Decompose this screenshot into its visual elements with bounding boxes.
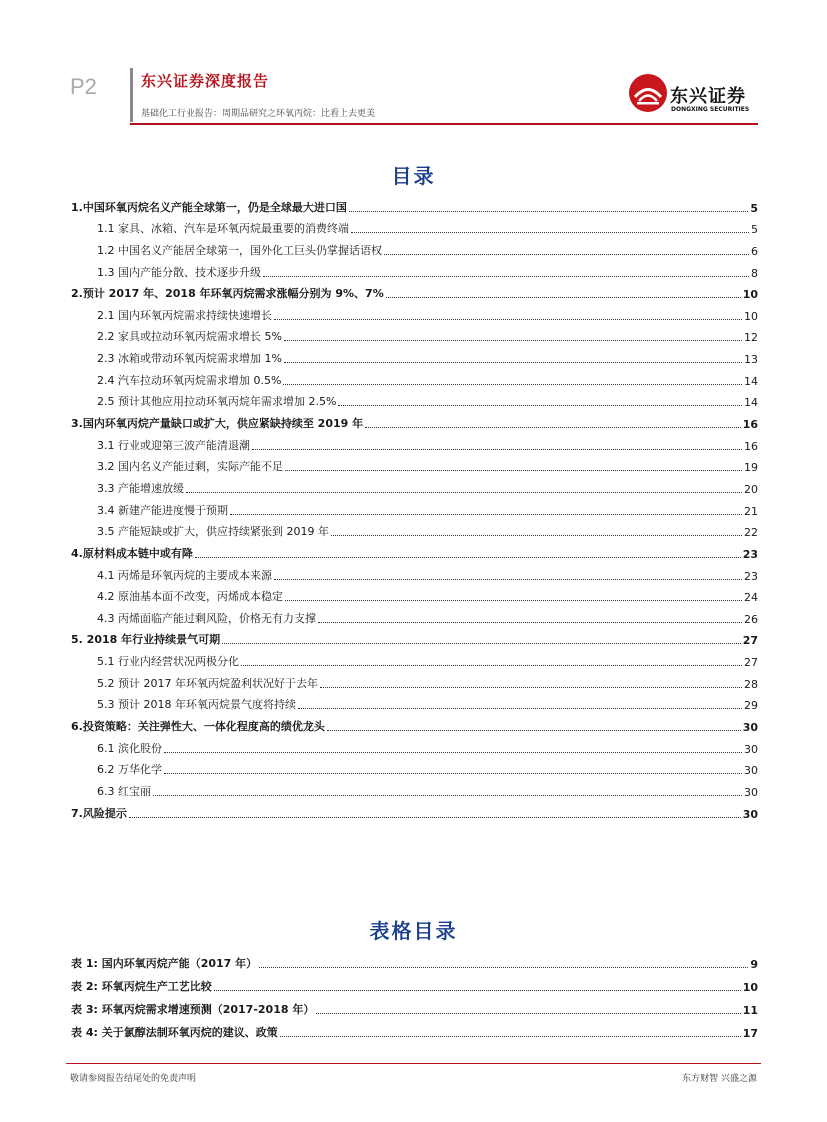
toc-entry-title[interactable]: 2.4 汽车拉动环氧丙烷需求增加 0.5% <box>97 373 282 387</box>
toc-entry-page[interactable]: 23 <box>742 547 758 561</box>
toc-entry-page[interactable]: 6 <box>751 244 758 258</box>
toc-entry-title[interactable]: 2.1 国内环氧丙烷需求持续快速增长 <box>97 308 272 322</box>
toc-entry-title[interactable]: 4.原材料成本链中或有降 <box>71 546 193 560</box>
toc-entry-title[interactable]: 2.预计 2017 年、2018 年环氧丙烷需求涨幅分别为 9%、7% <box>71 287 384 301</box>
toc-entry-page[interactable]: 22 <box>744 526 758 540</box>
tables-entry[interactable] <box>71 1017 758 1040</box>
toc-entry-leader <box>349 211 749 212</box>
toc-entry-page[interactable]: 14 <box>744 396 758 410</box>
toc-entry-page[interactable]: 5 <box>751 223 758 237</box>
toc-entry-page[interactable]: 30 <box>744 764 758 778</box>
tables-entry-title[interactable]: 表 2: 环氧丙烷生产工艺比较 <box>71 980 212 993</box>
toc-entry[interactable] <box>71 323 758 345</box>
tables-entry[interactable] <box>71 948 758 971</box>
toc-entry[interactable] <box>71 215 758 237</box>
toc-entry-leader <box>386 297 741 298</box>
footer-disclaimer: 敬请参阅报告结尾处的免责声明 <box>70 1074 197 1084</box>
toc-entry-page[interactable]: 10 <box>742 288 758 302</box>
toc-entry-title[interactable]: 6.2 万华化学 <box>97 763 162 777</box>
toc-entry-page[interactable]: 10 <box>744 309 758 323</box>
toc-entry[interactable] <box>71 474 758 496</box>
toc-entry-title[interactable]: 5.3 预计 2018 年环氧丙烷景气度将持续 <box>97 698 296 712</box>
toc-entry-page[interactable]: 30 <box>744 742 758 756</box>
toc-entry-title[interactable]: 5. 2018 年行业持续景气可期 <box>71 633 221 647</box>
toc-entry-leader <box>129 817 741 818</box>
toc-entry-title[interactable]: 6.投资策略：关注弹性大、一体化程度高的绩优龙头 <box>71 720 325 734</box>
toc-list <box>71 193 758 821</box>
page-number: P2 <box>70 74 97 99</box>
tables-entry-page[interactable]: 11 <box>742 1004 758 1017</box>
toc-entry-page[interactable]: 5 <box>750 201 758 215</box>
toc-entry[interactable] <box>71 518 758 540</box>
toc-entry[interactable] <box>71 777 758 799</box>
toc-entry-title[interactable]: 4.2 原油基本面不改变，丙烯成本稳定 <box>97 590 283 604</box>
toc-entry-page[interactable]: 12 <box>744 331 758 345</box>
toc-entry[interactable] <box>71 756 758 778</box>
toc-title: 目录 <box>391 164 436 188</box>
footer-rule <box>66 1063 761 1064</box>
tables-entry-title[interactable]: 表 3: 环氧丙烷需求增速预测（2017-2018 年） <box>71 1003 315 1016</box>
header-rule <box>130 123 758 125</box>
toc-entry-page[interactable]: 14 <box>744 374 758 388</box>
toc-entry-leader <box>274 579 742 580</box>
toc-entry-leader <box>285 600 742 601</box>
toc-entry[interactable] <box>71 669 758 691</box>
toc-entry-title[interactable]: 1.2 中国名义产能居全球第一，国外化工巨头仍掌握话语权 <box>97 243 382 257</box>
toc-entry-title[interactable]: 1.1 家具、冰箱、汽车是环氧丙烷最重要的消费终端 <box>97 222 349 236</box>
tables-title: 表格目录 <box>369 919 458 943</box>
toc-entry[interactable] <box>71 561 758 583</box>
toc-entry-leader <box>284 340 742 341</box>
toc-entry-title[interactable]: 4.1 丙烯是环氧丙烷的主要成本来源 <box>97 568 272 582</box>
company-logo <box>628 73 763 119</box>
tables-list <box>71 948 758 1040</box>
toc-entry-page[interactable]: 21 <box>744 504 758 518</box>
toc-entry-title[interactable]: 1.3 国内产能分散、技术逐步升级 <box>97 265 261 279</box>
toc-entry-leader <box>241 665 742 666</box>
toc-entry-leader <box>186 492 742 493</box>
toc-entry[interactable] <box>71 647 758 669</box>
toc-entry-leader <box>285 470 742 471</box>
tables-entry-page[interactable]: 17 <box>742 1027 758 1040</box>
toc-entry[interactable] <box>71 604 758 626</box>
toc-entry[interactable] <box>71 539 758 561</box>
toc-entry-leader <box>351 232 749 233</box>
toc-entry[interactable] <box>71 366 758 388</box>
toc-entry-page[interactable]: 29 <box>744 699 758 713</box>
logo-text-en: DONGXING SECURITIES <box>671 106 750 113</box>
toc-entry[interactable] <box>71 712 758 734</box>
toc-entry-title[interactable]: 6.1 滨化股份 <box>97 741 162 755</box>
toc-entry-title[interactable]: 4.3 丙烯面临产能过剩风险，价格无有力支撑 <box>97 611 316 625</box>
toc-entry-title[interactable]: 2.2 家具或拉动环氧丙烷需求增长 5% <box>97 330 282 344</box>
toc-entry[interactable] <box>71 496 758 518</box>
toc-entry-page[interactable]: 27 <box>742 634 758 648</box>
tables-entry-leader <box>280 1036 741 1037</box>
toc-entry-title[interactable]: 2.5 预计其他应用拉动环氧丙烷年需求增加 2.5% <box>97 395 337 409</box>
toc-entry[interactable] <box>71 280 758 302</box>
toc-entry-leader <box>338 405 742 406</box>
toc-entry-leader <box>164 752 742 753</box>
toc-entry-leader <box>327 730 741 731</box>
toc-entry[interactable] <box>71 691 758 713</box>
footer-slogan: 东方财智 兴盛之源 <box>682 1074 757 1084</box>
toc-entry-leader <box>298 708 742 709</box>
toc-entry-leader <box>284 362 742 363</box>
tables-entry-title[interactable]: 表 4: 关于氯醇法制环氧丙烷的建议、政策 <box>71 1026 278 1039</box>
toc-entry-leader <box>164 773 742 774</box>
toc-entry-title[interactable]: 6.3 红宝丽 <box>97 784 151 798</box>
toc-entry-page[interactable]: 13 <box>744 353 758 367</box>
toc-entry-leader <box>263 276 749 277</box>
toc-entry-page[interactable]: 30 <box>742 807 758 821</box>
toc-entry-page[interactable]: 8 <box>751 266 758 280</box>
tables-entry[interactable] <box>71 994 758 1017</box>
toc-entry-title[interactable]: 7.风险提示 <box>71 806 127 820</box>
toc-entry[interactable] <box>71 626 758 648</box>
tables-entry-leader <box>214 990 741 991</box>
tables-entry-title[interactable]: 表 1: 国内环氧丙烷产能（2017 年） <box>71 957 258 970</box>
toc-entry[interactable] <box>71 388 758 410</box>
logo-emblem-icon <box>628 73 668 113</box>
toc-entry-title[interactable]: 1.中国环氧丙烷名义产能全球第一，仍是全球最大进口国 <box>71 200 347 214</box>
toc-entry-leader <box>283 384 742 385</box>
toc-entry[interactable] <box>71 734 758 756</box>
toc-entry-page[interactable]: 30 <box>742 721 758 735</box>
toc-entry-page[interactable]: 24 <box>744 591 758 605</box>
logo-text-cn: 东兴证券 <box>670 86 746 107</box>
toc-entry-leader <box>318 622 742 623</box>
toc-entry-title[interactable]: 3.4 新建产能进度慢于预期 <box>97 503 228 517</box>
toc-entry-title[interactable]: 3.2 国内名义产能过剩，实际产能不足 <box>97 460 283 474</box>
toc-entry-page[interactable]: 27 <box>744 656 758 670</box>
toc-entry-page[interactable]: 30 <box>744 785 758 799</box>
toc-entry-leader <box>153 795 742 796</box>
header-divider <box>130 68 133 122</box>
toc-entry-title[interactable]: 3.国内环氧丙烷产量缺口或扩大，供应紧缺持续至 2019 年 <box>71 417 364 431</box>
toc-entry[interactable] <box>71 301 758 323</box>
toc-entry-page[interactable]: 16 <box>742 418 758 432</box>
toc-entry-leader <box>331 535 742 536</box>
toc-entry-leader <box>195 557 741 558</box>
toc-entry-leader <box>230 514 742 515</box>
toc-entry[interactable] <box>71 193 758 215</box>
toc-entry[interactable] <box>71 236 758 258</box>
brand-title: 东兴证券深度报告 <box>141 72 270 90</box>
toc-entry-title[interactable]: 5.1 行业内经营状况两极分化 <box>97 655 239 669</box>
toc-entry-page[interactable]: 23 <box>744 569 758 583</box>
toc-entry-leader <box>320 687 742 688</box>
toc-entry-page[interactable]: 26 <box>744 612 758 626</box>
toc-entry-leader <box>365 427 741 428</box>
tables-entry-page[interactable]: 9 <box>750 958 758 971</box>
report-subtitle: 基础化工行业报告：周期品研究之环氧丙烷：比看上去更美 <box>141 109 376 119</box>
toc-entry[interactable] <box>71 583 758 605</box>
toc-entry-title[interactable]: 3.1 行业或迎第三波产能清退潮 <box>97 438 250 452</box>
toc-entry[interactable] <box>71 431 758 453</box>
toc-entry[interactable] <box>71 409 758 431</box>
tables-entry-page[interactable]: 10 <box>742 981 758 994</box>
toc-entry-page[interactable]: 19 <box>744 461 758 475</box>
toc-entry[interactable] <box>71 344 758 366</box>
toc-entry[interactable] <box>71 799 758 821</box>
toc-entry-title[interactable]: 5.2 预计 2017 年环氧丙烷盈利状况好于去年 <box>97 676 318 690</box>
tables-entry-leader <box>259 967 748 968</box>
tables-entry-leader <box>316 1013 740 1014</box>
toc-entry[interactable] <box>71 258 758 280</box>
toc-entry-page[interactable]: 16 <box>744 439 758 453</box>
tables-entry[interactable] <box>71 971 758 994</box>
toc-entry-leader <box>274 319 742 320</box>
toc-entry-leader <box>384 254 749 255</box>
toc-entry-leader <box>222 643 741 644</box>
toc-entry-leader <box>252 449 742 450</box>
toc-entry-title[interactable]: 2.3 冰箱或带动环氧丙烷需求增加 1% <box>97 352 282 366</box>
toc-entry-title[interactable]: 3.5 产能短缺或扩大，供应持续紧张到 2019 年 <box>97 525 329 539</box>
toc-entry-title[interactable]: 3.3 产能增速放缓 <box>97 481 184 495</box>
toc-entry[interactable] <box>71 453 758 475</box>
toc-entry-page[interactable]: 20 <box>744 482 758 496</box>
toc-entry-page[interactable]: 28 <box>744 677 758 691</box>
